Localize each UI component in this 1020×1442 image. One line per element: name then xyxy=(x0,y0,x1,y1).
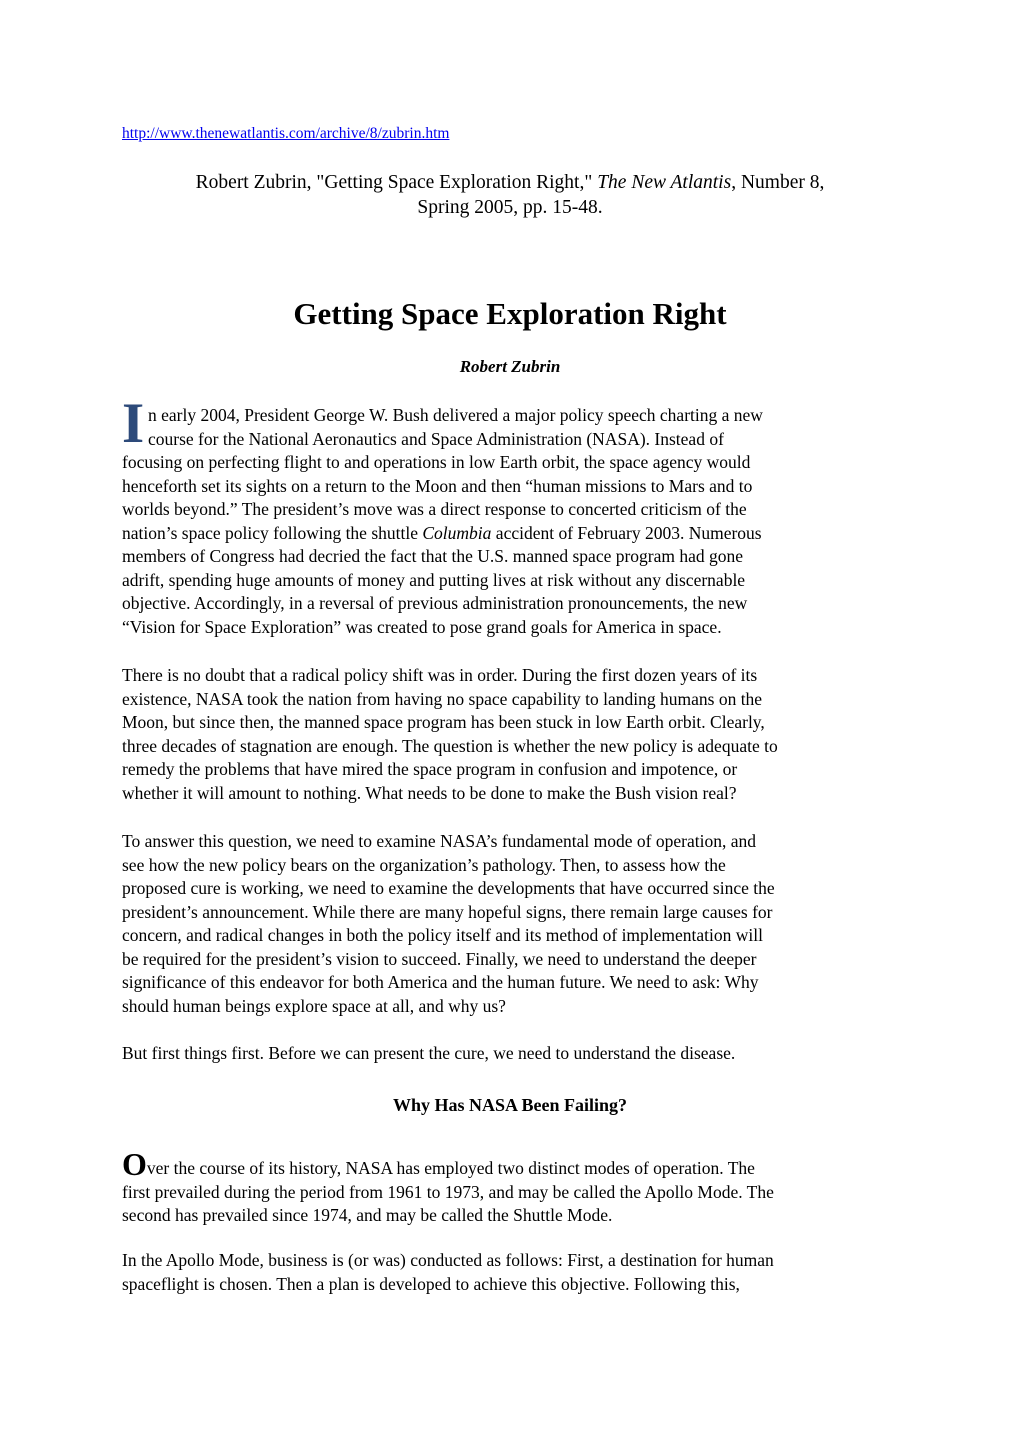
intro-line-7: members of Congress had decried the fact that the U.S. manned space program had gone xyxy=(122,546,744,566)
paragraph-2 xyxy=(122,664,897,805)
intro-paragraph xyxy=(122,404,897,639)
para2-line: whether it will amount to nothing. What needs to be done to make the Bush vision real? xyxy=(122,782,737,803)
dropcap-letter-i: I xyxy=(122,392,145,455)
columbia-emphasis: Columbia xyxy=(422,522,492,543)
para6-line: In the Apollo Mode, business is (or was) conducted as follows: First, a destination for human xyxy=(122,1250,774,1270)
intro-line-6b: accident of February 2003. Numerous xyxy=(491,522,762,543)
para2-line: three decades of stagnation are enough. The question is whether the new policy is adequate to xyxy=(122,735,778,756)
intro-line-9: objective. Accordingly, in a reversal of previous administration pronouncements, the new xyxy=(122,593,748,613)
para5-line-1-text: ver the course of its history, NASA has employed two distinct modes of operation. The xyxy=(146,1158,755,1178)
para3-line: president’s announcement. While there are many hopeful signs, there remain large causes for xyxy=(122,901,773,922)
para2-line: There is no doubt that a radical policy shift was in order. During the first dozen years of its xyxy=(122,665,758,685)
intro-line-8: adrift, spending huge amounts of money and putting lives at risk without any discernable xyxy=(122,569,746,590)
intro-line-6 xyxy=(122,522,897,546)
para3-line: should human beings explore space at all, and why us? xyxy=(122,995,506,1016)
para2-line: existence, NASA took the nation from having no space capability to landing humans on the xyxy=(122,688,763,709)
citation-journal: The New Atlantis xyxy=(597,172,732,193)
article-author: Robert Zubrin xyxy=(459,357,561,376)
para5-line-1 xyxy=(122,1146,897,1182)
section-heading: Why Has NASA Been Failing? xyxy=(392,1095,628,1115)
para5-line-3: second has prevailed since 1974, and may be called the Shuttle Mode. xyxy=(122,1205,613,1225)
citation-prefix: Robert Zubrin, "Getting Space Exploration Right," xyxy=(195,172,598,193)
intro-line-4: henceforth set its sights on a return to the Moon and then “human missions to Mars and to xyxy=(122,475,753,496)
para5-line-2: first prevailed during the period from 1961 to 1973, and may be called the Apollo Mode. The xyxy=(122,1181,774,1202)
paragraph-4 xyxy=(122,1042,897,1066)
para3-line: see how the new policy bears on the organization’s pathology. Then, to assess how the xyxy=(122,854,726,875)
para3-line: To answer this question, we need to examine NASA’s fundamental mode of operation, and xyxy=(122,831,756,851)
para3-line: be required for the president’s vision to succeed. Finally, we need to understand the deeper xyxy=(122,948,757,969)
intro-line-2: course for the National Aeronautics and Space Administration (NASA). Instead of xyxy=(148,428,724,449)
para3-line: significance of this endeavor for both America and the human future. We need to ask: Why xyxy=(122,972,759,992)
intro-line-6a: nation’s space policy following the shuttle xyxy=(122,522,423,543)
paragraph-6 xyxy=(122,1249,897,1296)
para2-line: Moon, but since then, the manned space program has been stuck in low Earth orbit. Clearly, xyxy=(122,712,765,732)
para3-line: concern, and radical changes in both the policy itself and its method of implementation will xyxy=(122,925,764,945)
para6-line: spaceflight is chosen. Then a plan is developed to achieve this objective. Following this, xyxy=(122,1273,740,1294)
para4-line: But first things first. Before we can present the cure, we need to understand the disease. xyxy=(122,1043,736,1063)
intro-line-3: focusing on perfecting flight to and operations in low Earth orbit, the space agency would xyxy=(122,452,751,472)
dropcap-letter-o: O xyxy=(122,1146,147,1182)
article-title: Getting Space Exploration Right xyxy=(293,296,727,331)
para3-line: proposed cure is working, we need to examine the developments that have occurred since the xyxy=(122,878,775,898)
citation-suffix: , Number 8, xyxy=(731,172,825,193)
intro-line-1: n early 2004, President George W. Bush delivered a major policy speech charting a new xyxy=(148,405,763,425)
intro-line-5: worlds beyond.” The president’s move was a direct response to concerted criticism of the xyxy=(122,499,747,519)
citation xyxy=(100,170,920,220)
para2-line: remedy the problems that have mired the space program in confusion and impotence, or xyxy=(122,759,738,779)
intro-line-10: “Vision for Space Exploration” was created to pose grand goals for America in space. xyxy=(122,616,722,637)
paragraph-3 xyxy=(122,830,897,1018)
paragraph-5 xyxy=(122,1146,897,1228)
citation-line2: Spring 2005, pp. 15-48. xyxy=(417,197,603,218)
source-link[interactable]: http://www.thenewatlantis.com/archive/8/zubrin.htm xyxy=(122,125,450,142)
